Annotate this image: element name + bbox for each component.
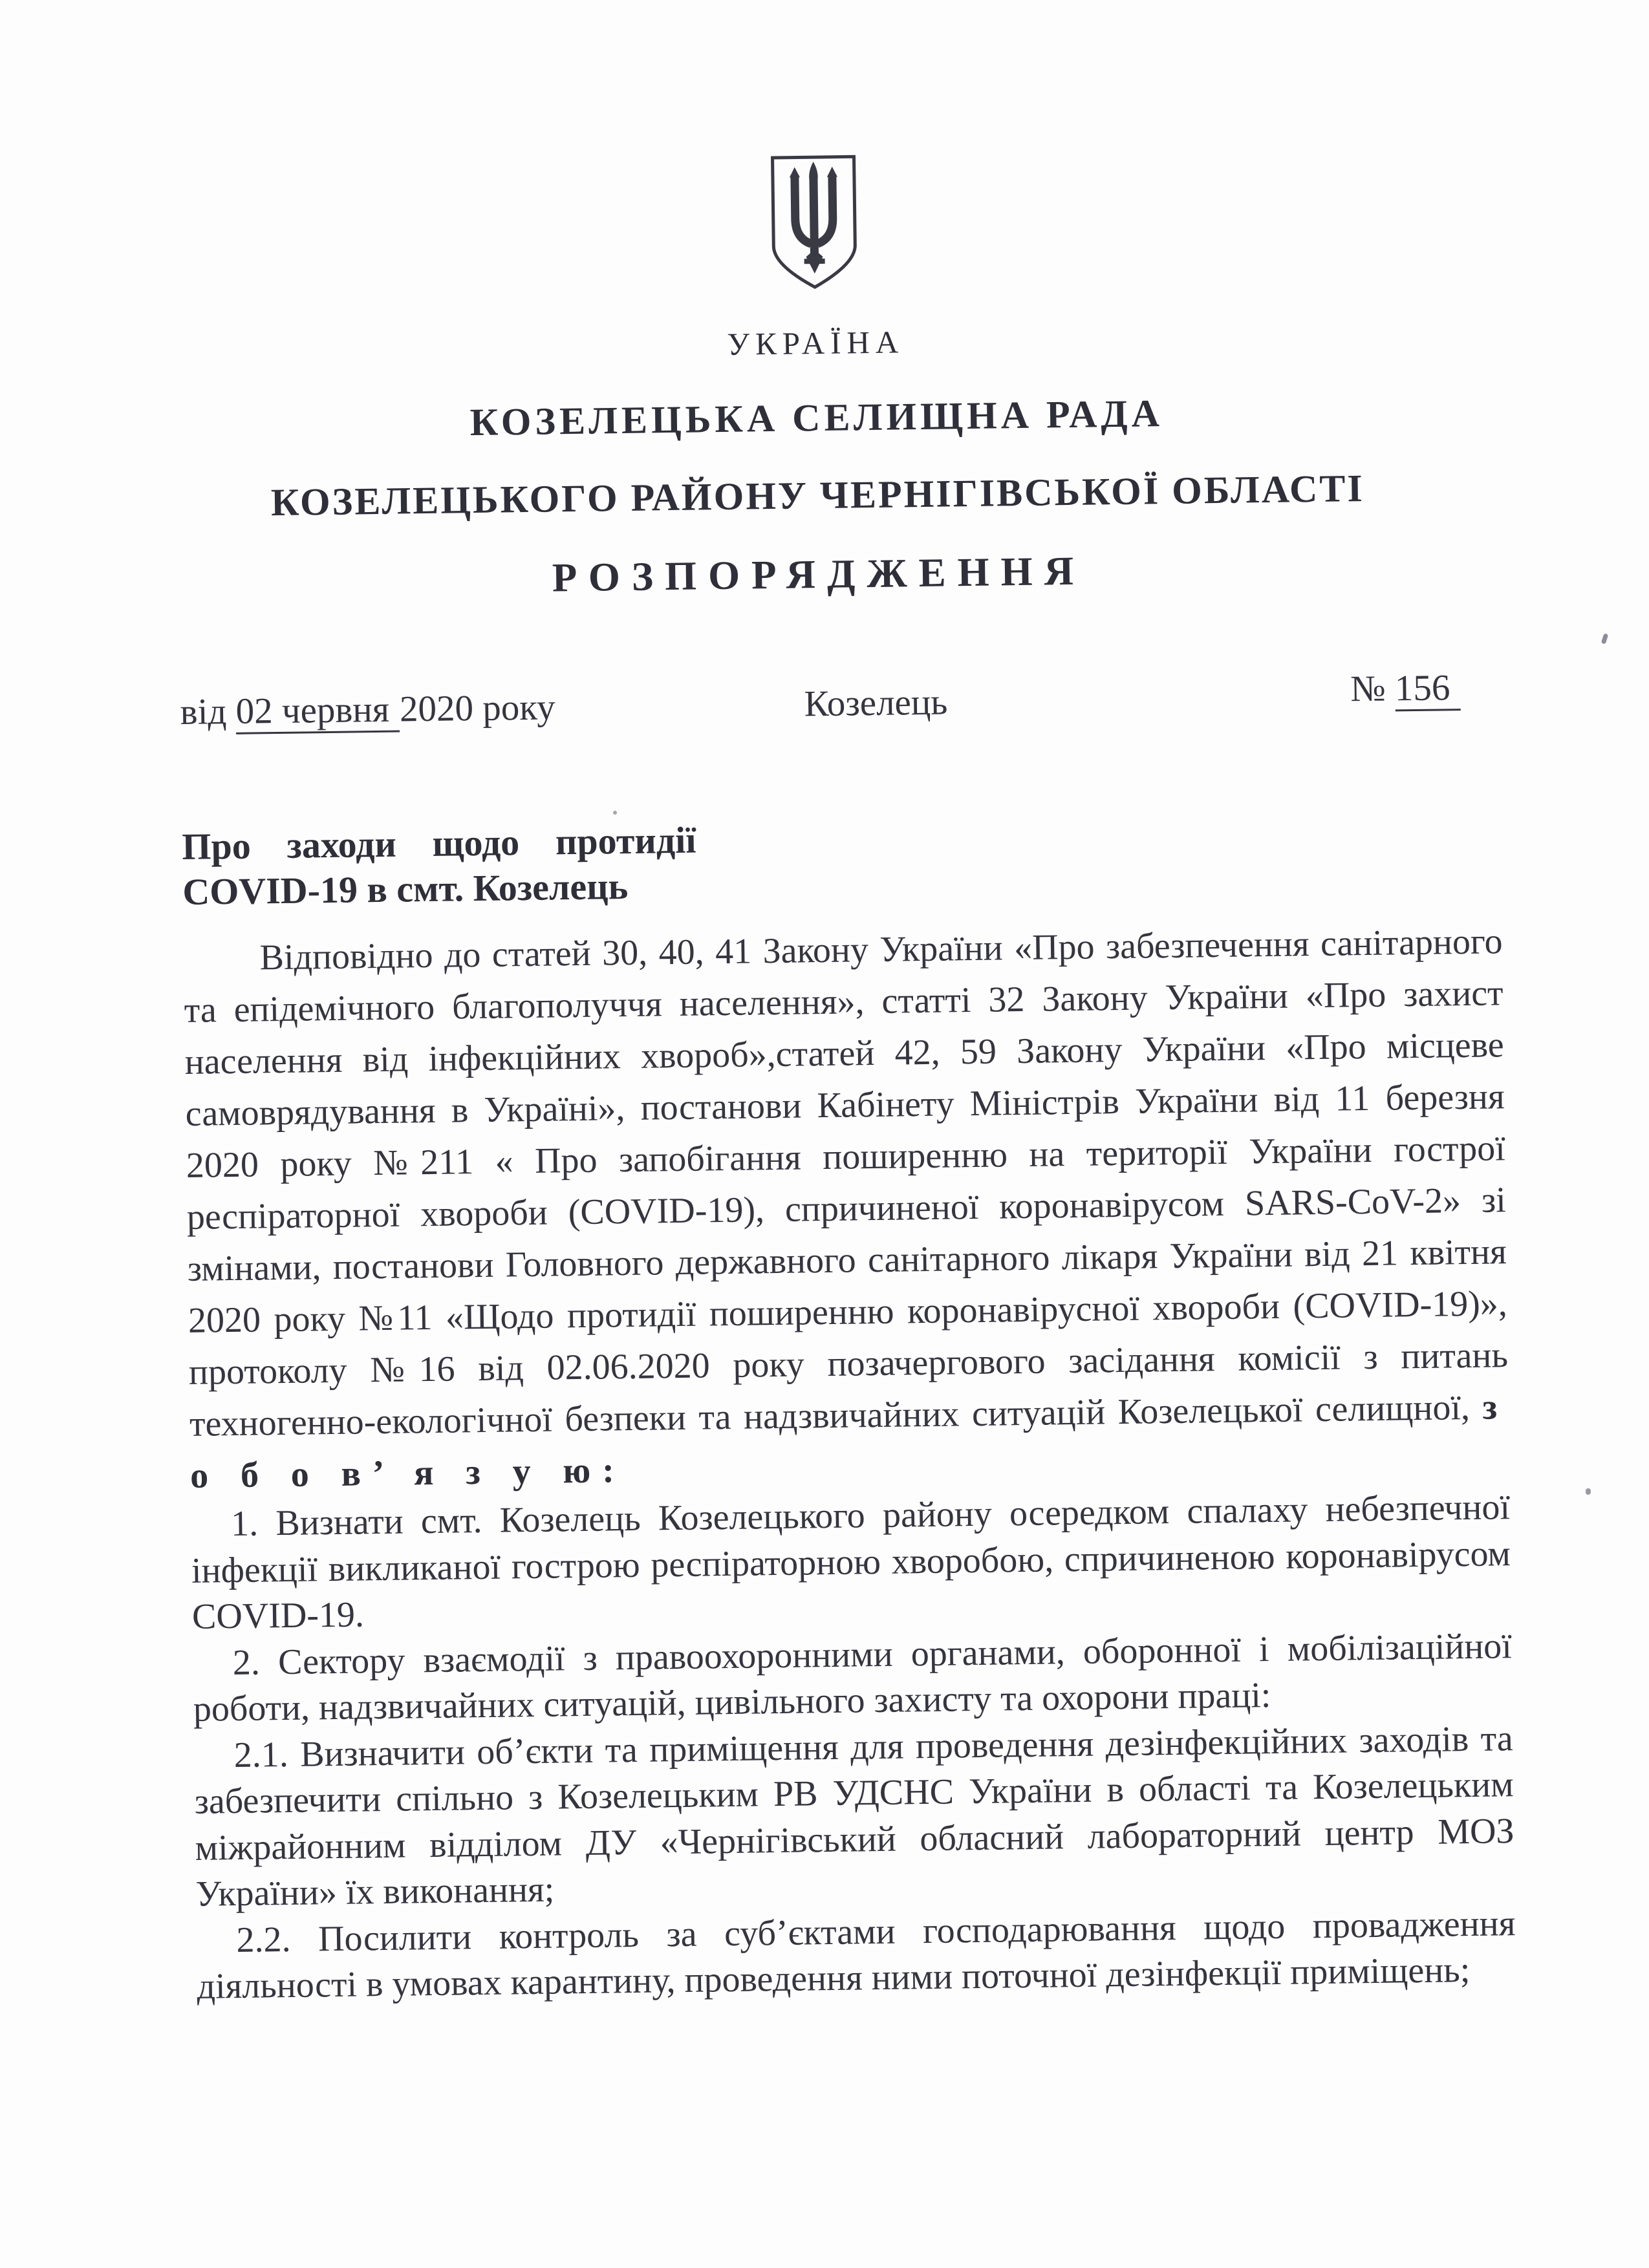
number-sign: №: [1350, 668, 1396, 710]
item-paragraph-1: 1. Визнати смт. Козелець Козелецького району осередком спалаху небезпечної інфекції викликаної гострою респіраторною хворобою, спричиненою коронавірусом COVID-19.: [191, 1487, 1511, 1637]
scan-speck: [613, 811, 617, 815]
decree-body: [183, 915, 1516, 2010]
meta-row: [180, 667, 1461, 735]
item-paragraph-2: 2. Сектору взаємодії з правоохоронними органами, оборонної і мобілізаційної роботи, надзвичайних ситуацій, цивільного захисту та охорони праці:: [193, 1625, 1513, 1729]
intro-text: Відповідно до статей 30, 40, 41 Закону України «Про забезпечення санітарного та епідемічного благополуччя населення», статті 32 Закону України «Про захист населення від інфекційних хвороб»,статей 42, 59 Закону України «Про місцеве самоврядування в Україні», постанови Кабінету Міністрів України від 11 березня 2020 року №211 « Про запобігання поширенню на території України гострої респіраторної хвороби (COVID-19), спричиненої коронавірусом SARS-CoV-2» зі змінами, постанови Головного державного санітарного лікаря України від 21 квітня 2020 року №11 «Щодо протидії поширенню коронавірусної хвороби (COVID-19)», протоколу №16 від 02.06.2020 року позачергового засідання комісії з питань техногенно-екологічної безпеки та надзвичайних ситуацій Козелецької селищної,: [184, 921, 1509, 1444]
date-underline: 02 червня: [235, 689, 400, 734]
trident-icon: [767, 153, 861, 292]
intro-paragraph: [183, 915, 1509, 1502]
district-name: КОЗЕЛЕЦЬКОГО РАЙОНУ ЧЕРНІГІВСЬКОЇ ОБЛАСТІ: [270, 467, 1365, 524]
document-number: [1350, 667, 1461, 712]
subject-line-2: COVID-19 в смт. Козелець: [182, 864, 629, 913]
country-name: УКРАЇНА: [727, 324, 905, 362]
council-name: КОЗЕЛЕЦЬКА СЕЛИЩНА РАДА: [469, 392, 1164, 444]
document-type-title: РОЗПОРЯДЖЕННЯ: [552, 548, 1086, 601]
subject-line-1: Про заходи щодо протидії: [181, 818, 696, 868]
coat-of-arms: [767, 153, 861, 292]
date-rest: 2020 року: [399, 687, 556, 730]
issue-date: [180, 687, 555, 733]
decree-verb: з о б о в’ я з у ю:: [189, 1387, 1509, 1496]
date-prefix: від: [180, 690, 237, 733]
item-paragraph-2-1: 2.1. Визначити об’єкти та приміщення для проведення дезінфекційних заходів та забезпечити спільно з Козелецьким РВ УДСНС України в області та Козелецьким міжрайонним відділом ДУ «Чернігівський обласний лабораторний центр МОЗ України» їх виконання;: [194, 1718, 1514, 1914]
place-name: Козелець: [804, 681, 948, 725]
item-paragraph-2-2: 2.2. Посилити контроль за суб’єктами господарювання щодо провадження діяльності в умовах карантину, проведення ними поточної дезінфекції приміщень;: [197, 1903, 1516, 2007]
subject: [182, 818, 697, 915]
scan-speck: [1586, 1488, 1591, 1495]
number-underline: 156: [1394, 667, 1460, 711]
